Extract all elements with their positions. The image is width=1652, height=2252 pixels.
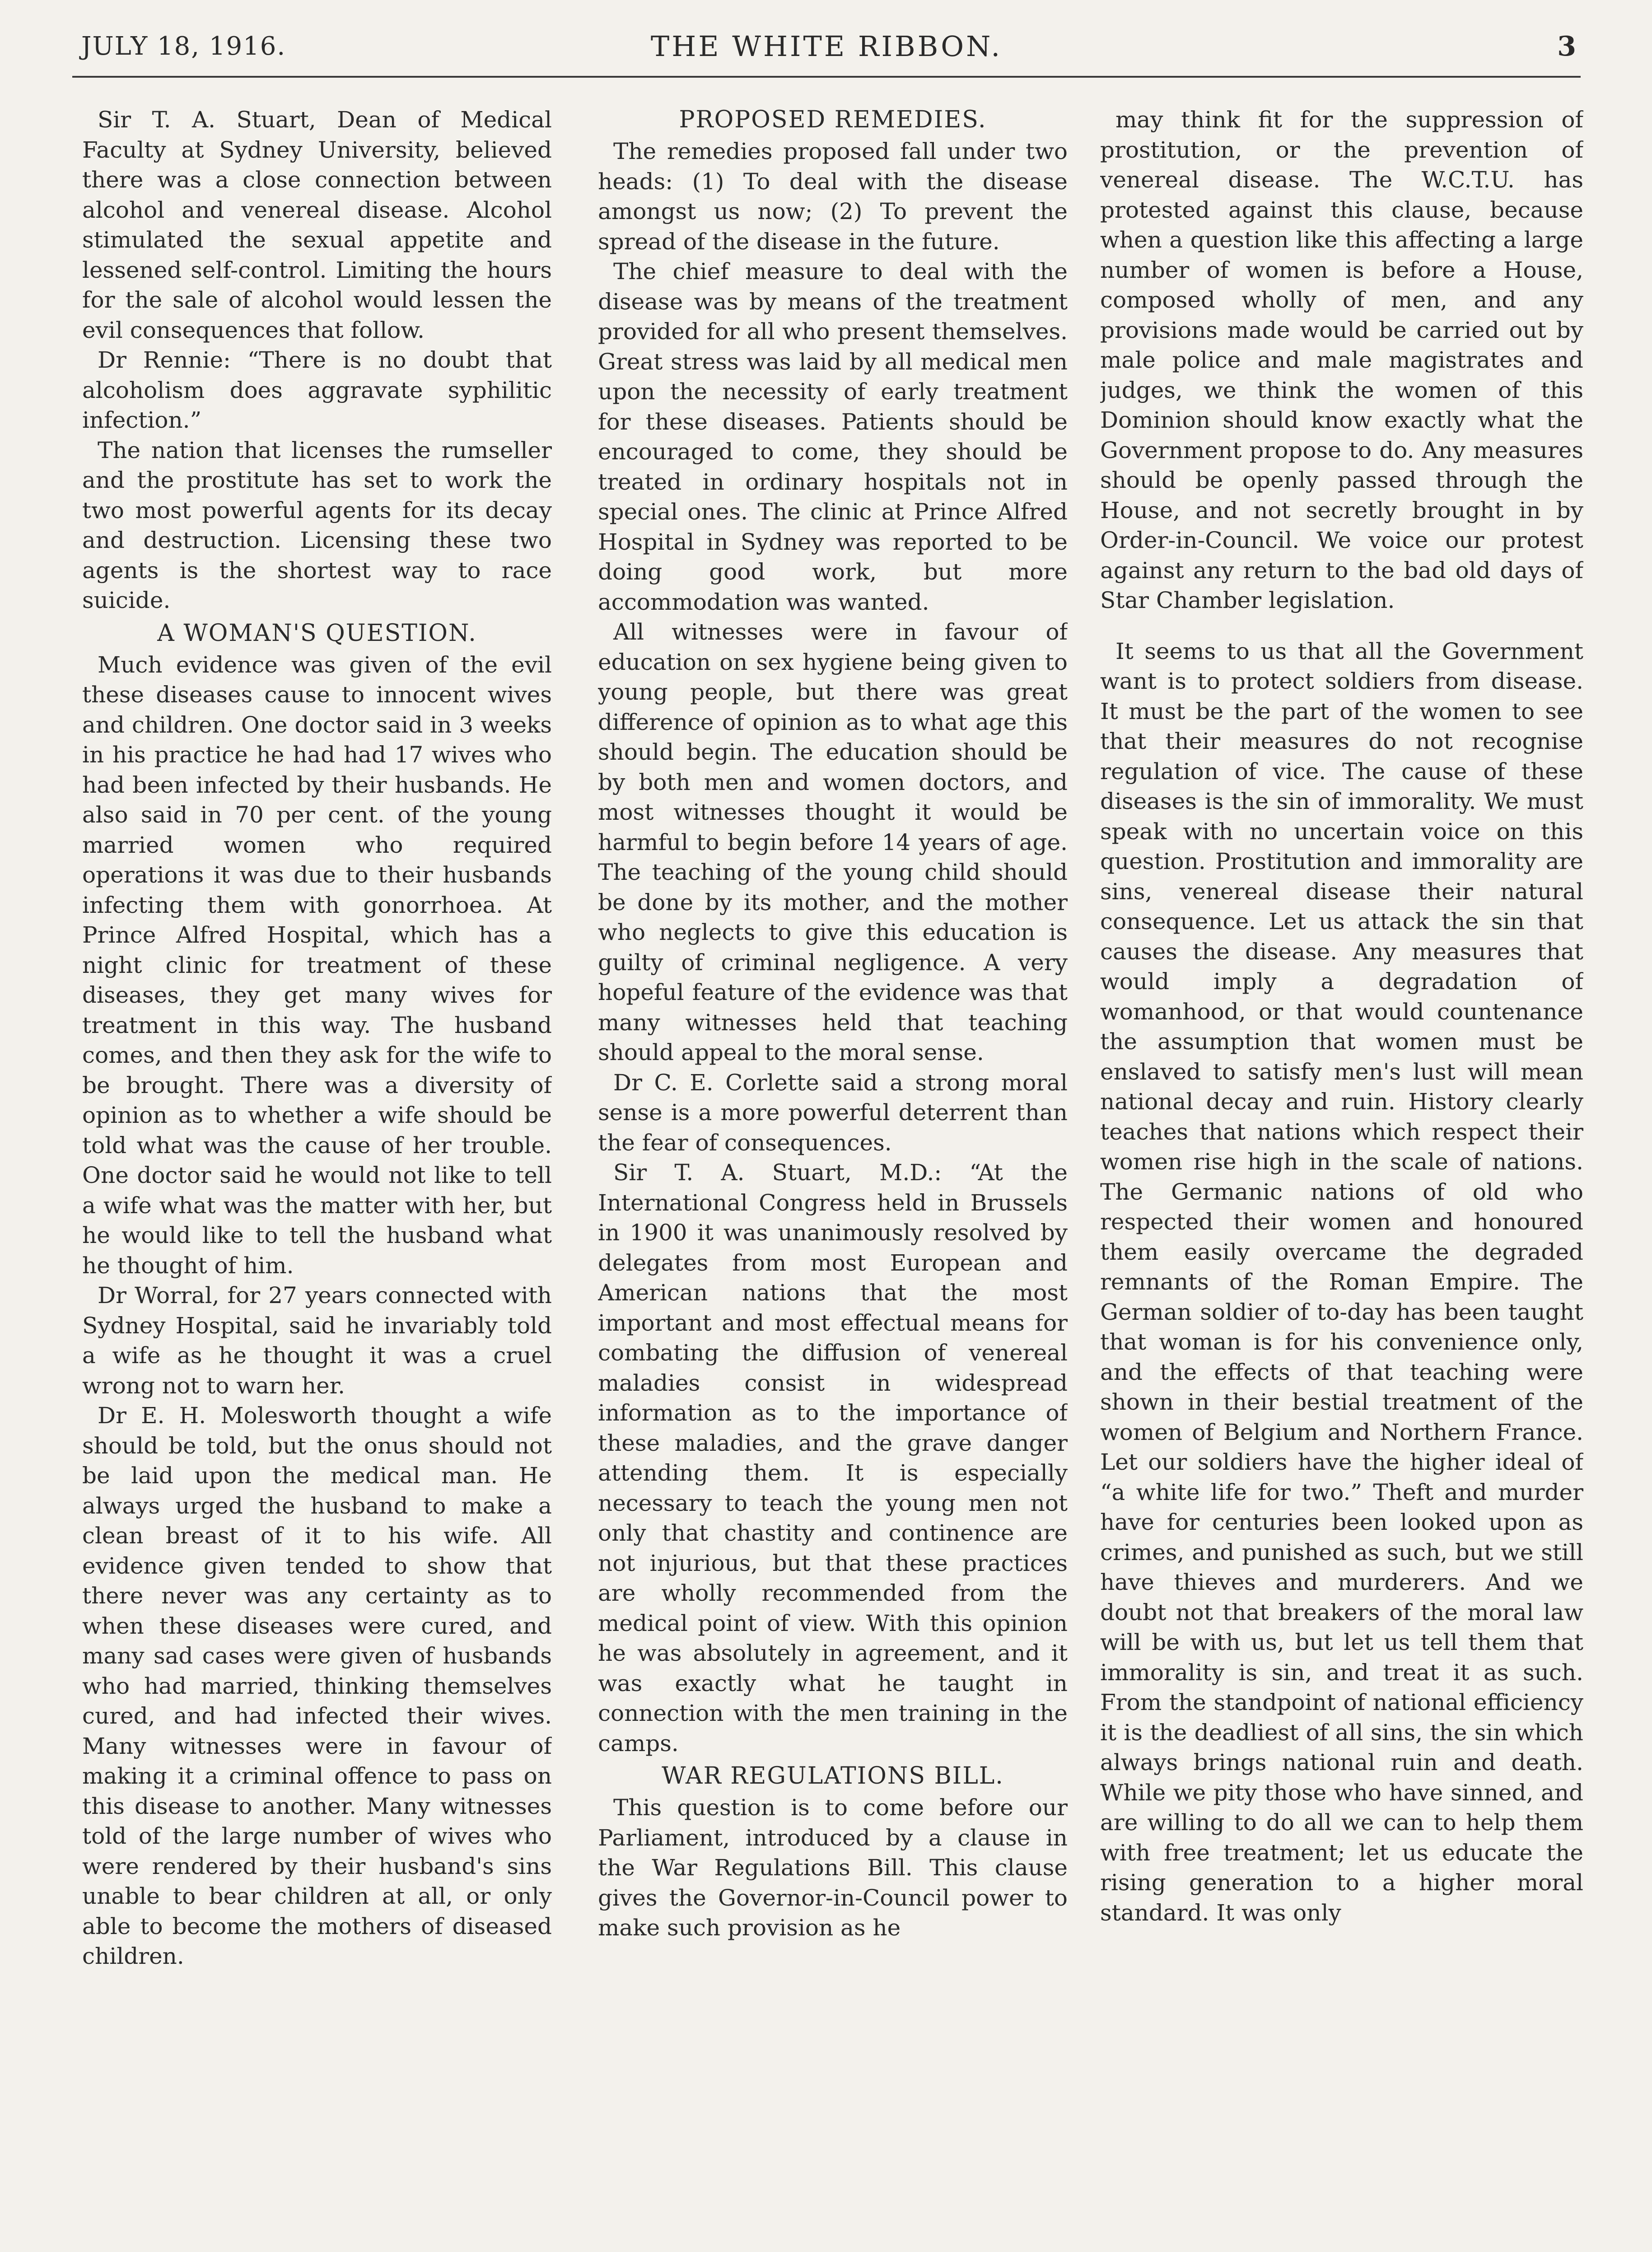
paragraph: This question is to come before our Parliament, introduced by a clause in the War Regulations Bill. This clause gives the Governor-in-Council power to make such provision as he	[598, 1794, 1068, 1941]
paragraph: Dr Worral, for 27 years connected with Sydney Hospital, said he invariably told a wife as he thought it was a cruel wrong not to warn her.	[82, 1282, 552, 1399]
paragraph: It seems to us that all the Government want is to protect soldiers from disease. It must be the part of the women to see that their measures do not recognise regulation of vice. The cause of these diseases is the sin of immorality. We must speak with no uncertain voice on this question. Prostitution and immorality are sins, venereal disease their natural consequence. Let us attack the sin that causes the disease. Any measures that would imply a degradation of womanhood, or that would countenance the assumption that women must be enslaved to satisfy men's lust will mean national decay and ruin. History clearly teaches that nations which respect their women rise high in the scale of nations. The Germanic nations of old who respected their women and honoured them easily overcame the degraded remnants of the Roman Empire. The German soldier of to-day has been taught that woman is for his convenience only, and the effects of that teaching were shown in their bestial treatment of the women of Belgium and Northern France. Let our soldiers have the higher ideal of “a white life for two.” Theft and murder have for centuries been looked upon as crimes, and punished as such, but we still have thieves and murderers. And we doubt not that breakers of the moral law will be with us, but let us tell them that immorality is sin, and treat it as such. From the standpoint of national efficiency it is the deadliest of all sins, the sin which always brings national ruin and death. While we pity those who have sinned, and are willing to do all we can to help them with free treatment; let us educate the rising generation to a higher moral standard. It was only	[1100, 638, 1583, 1926]
section-heading: PROPOSED REMEDIES.	[679, 106, 987, 133]
column-3	[1100, 105, 1583, 2228]
section-heading: A WOMAN'S QUESTION.	[157, 619, 477, 647]
column-2	[598, 105, 1068, 2228]
paragraph: may think fit for the suppression of prostitution, or the prevention of venereal disease. The W.C.T.U. has protested against this clause, because when a question like this affecting a large number of women is before a House, composed wholly of men, and any provisions made would be carried out by male police and male magistrates and judges, we think the women of this Dominion should know exactly what the Government propose to do. Any measures should be openly passed through the House, and not secretly brought in by Order-in-Council. We voice our protest against any return to the bad old days of Star Chamber legislation.	[1100, 107, 1583, 613]
paragraph: Dr E. H. Molesworth thought a wife should be told, but the onus should not be laid upon the medical man. He always urged the husband to make a clean breast of it to his wife. All evidence given tended to show that there never was any certainty as to when these diseases were cured, and many sad cases were given of husbands who had married, thinking themselves cured, and had infected their wives. Many witnesses were in favour of making it a criminal offence to pass on this disease to another. Many witnesses told of the large number of wives who were rendered by their husband's sins unable to bear children at all, or only able to become the mothers of diseased children.	[82, 1402, 552, 1969]
paragraph: Sir T. A. Stuart, M.D.: “At the International Congress held in Brussels in 1900 it was unanimously resolved by delegates from most European and American nations that the most important and most effectual means for combating the diffusion of venereal maladies consist in widespread information as to the importance of these maladies, and the grave danger attending them. It is especially necessary to teach the young men not only that chastity and continence are not injurious, but that these practices are wholly recommended from the medical point of view. With this opinion he was absolutely in agreement, and it was exactly what he taught in connection with the men training in the camps.	[598, 1159, 1068, 1757]
paragraph: Dr Rennie: “There is no doubt that alcoholism does aggravate syphilitic infection.”	[82, 347, 552, 433]
page-number: 3	[1557, 31, 1576, 62]
paragraph: The chief measure to deal with the disease was by means of the treatment provided for all who present themselves. Great stress was laid by all medical men upon the necessity of early treatment for these diseases. Patients should be encouraged to come, they should be treated in ordinary hospitals not in special ones. The clinic at Prince Alfred Hospital in Sydney was reported to be doing good work, but more accommodation was wanted.	[598, 258, 1068, 615]
publication-title: THE WHITE RIBBON.	[650, 30, 1003, 63]
issue-date: JULY 18, 1916.	[81, 32, 286, 61]
header-rule	[72, 76, 1581, 78]
paragraph: Dr C. E. Corlette said a strong moral sense is a more powerful deterrent than the fear of consequences.	[598, 1069, 1068, 1156]
page-header	[72, 26, 1581, 71]
column-1	[82, 105, 552, 2228]
paragraph: All witnesses were in favour of education on sex hygiene being given to young people, but there was great difference of opinion as to what age this should begin. The education should be by both men and women doctors, and most witnesses thought it would be harmful to begin before 14 years of age. The teaching of the young child should be done by its mother, and the mother who neglects to give this education is guilty of criminal negligence. A very hopeful feature of the evidence was that many witnesses held that teaching should appeal to the moral sense.	[598, 619, 1068, 1065]
section-heading: WAR REGULATIONS BILL.	[662, 1762, 1004, 1789]
paragraph: The nation that licenses the rumseller and the prostitute has set to work the two most powerful agents for its decay and destruction. Licensing these two agents is the shortest way to race suicide.	[82, 437, 552, 613]
paragraph: Sir T. A. Stuart, Dean of Medical Faculty at Sydney University, believed there was a close connection between alcohol and venereal disease. Alcohol stimulated the sexual appetite and lessened self-control. Limiting the hours for the sale of alcohol would lessen the evil consequences that follow.	[82, 107, 552, 343]
paragraph: Much evidence was given of the evil these diseases cause to innocent wives and children. One doctor said in 3 weeks in his practice he had had 17 wives who had been infected by their husbands. He also said in 70 per cent. of the young married women who required operations it was due to their husbands infecting them with gonorrhoea. At Prince Alfred Hospital, which has a night clinic for treatment of these diseases, they get many wives for treatment in this way. The husband comes, and then they ask for the wife to be brought. There was a diversity of opinion as to whether a wife should be told what was the cause of her trouble. One doctor said he would not like to tell a wife what was the matter with her, but he would like to tell the husband what he thought of him.	[82, 651, 552, 1279]
paragraph-gap	[1100, 616, 1583, 636]
paragraph: The remedies proposed fall under two heads: (1) To deal with the disease amongst us now; (2) To prevent the spread of the disease in the future.	[598, 138, 1068, 255]
